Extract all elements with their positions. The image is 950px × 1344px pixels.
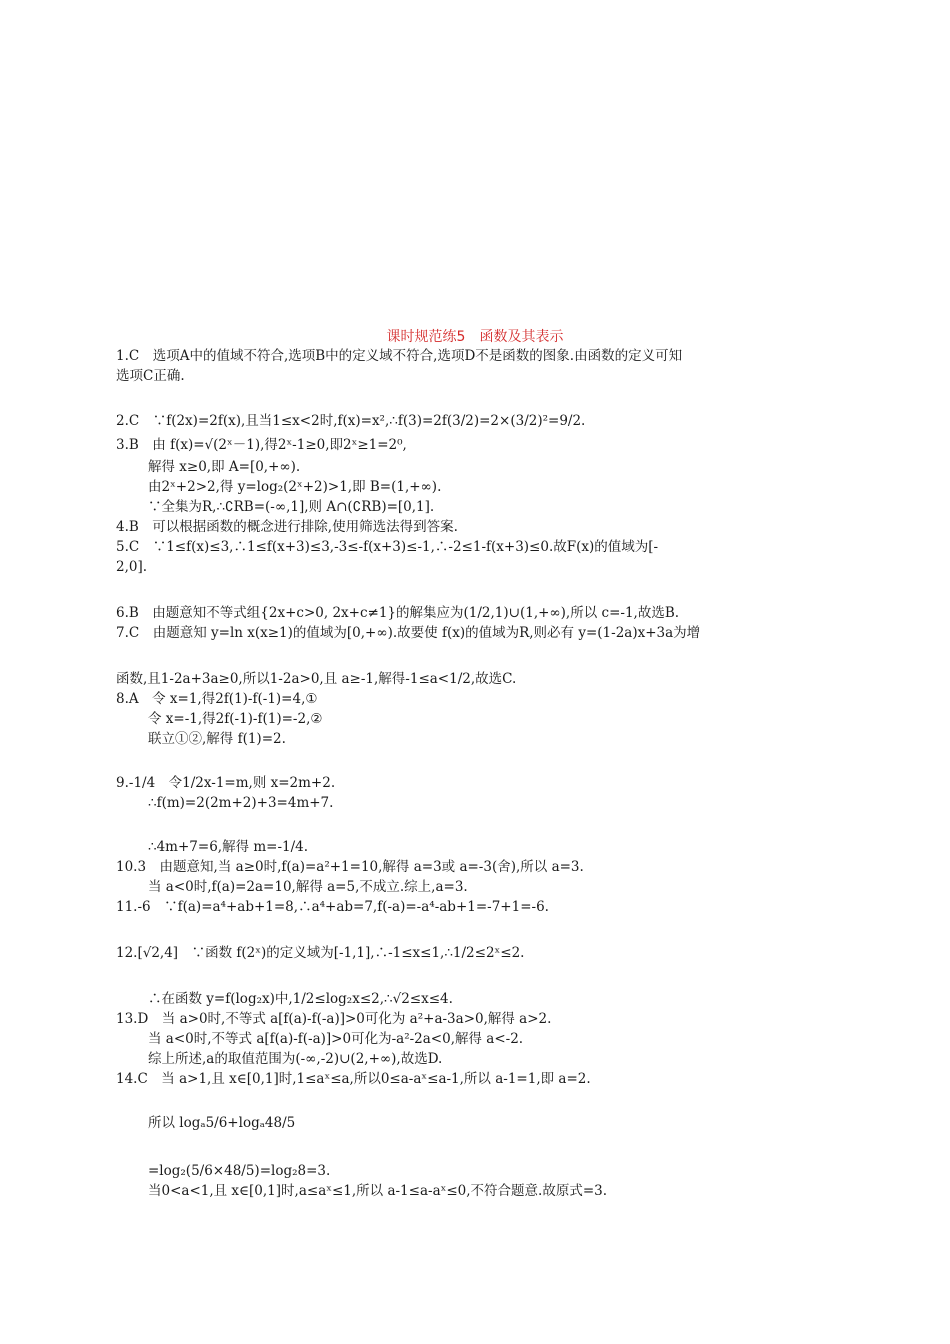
- answer-8-line-1: 8.A 令 x=1,得2f(1)-f(-1)=4,①: [116, 691, 318, 707]
- answer-13-line-2: 当 a<0时,不等式 a[f(a)-f(-a)]>0可化为-a²-2a<0,解得 a<-2.: [148, 1031, 524, 1047]
- answer-14-line-3: =log₂(5/6×48/5)=log₂8=3.: [148, 1163, 331, 1179]
- answer-14-line-2: 所以 logₐ5/6+logₐ48/5: [148, 1115, 296, 1131]
- answer-9-line-1: 9.-1/4 令1/2x-1=m,则 x=2m+2.: [116, 775, 336, 791]
- answer-5-line-1: 5.C ∵1≤f(x)≤3,∴1≤f(x+3)≤3,-3≤-f(x+3)≤-1,∴-2≤1-f(x+3)≤0.故F(x)的值域为[-: [116, 539, 659, 555]
- answer-5-line-2: 2,0].: [116, 559, 148, 575]
- answer-8-line-3: 联立①②,解得 f(1)=2.: [148, 731, 286, 747]
- answer-10-line-2: 当 a<0时,f(a)=2a=10,解得 a=5,不成立.综上,a=3.: [148, 879, 468, 895]
- answer-13-line-3: 综上所述,a的取值范围为(-∞,-2)∪(2,+∞),故选D.: [148, 1051, 443, 1067]
- answer-1-line-2: 选项C正确.: [116, 368, 185, 384]
- page-title: 课时规范练5 函数及其表示: [386, 329, 564, 345]
- answer-7-line-2: 函数,且1-2a+3a≥0,所以1-2a>0,且 a≥-1,解得-1≤a<1/2,故选C.: [116, 671, 517, 687]
- answer-3-line-4: ∵全集为R,∴∁RB=(-∞,1],则 A∩(∁RB)=[0,1].: [148, 499, 435, 515]
- answer-3-line-2: 解得 x≥0,即 A=[0,+∞).: [148, 459, 301, 475]
- answer-14-line-4: 当0<a<1,且 x∈[0,1]时,a≤aˣ≤1,所以 a-1≤a-aˣ≤0,不符合题意.故原式=3.: [148, 1183, 608, 1199]
- answer-10-line-1: 10.3 由题意知,当 a≥0时,f(a)=a²+1=10,解得 a=3或 a=-3(舍),所以 a=3.: [116, 859, 584, 875]
- answer-13-line-1: 13.D 当 a>0时,不等式 a[f(a)-f(-a)]>0可化为 a²+a-3a>0,解得 a>2.: [116, 1011, 552, 1027]
- answer-12-line-2: ∴在函数 y=f(log₂x)中,1/2≤log₂x≤2,∴√2≤x≤4.: [148, 991, 453, 1007]
- answer-2: 2.C ∵f(2x)=2f(x),且当1≤x<2时,f(x)=x²,∴f(3)=2f(3/2)=2×(3/2)²=9/2.: [116, 413, 586, 429]
- answer-3-line-3: 由2ˣ+2>2,得 y=log₂(2ˣ+2)>1,即 B=(1,+∞).: [148, 479, 442, 495]
- answer-6: 6.B 由题意知不等式组{2x+c>0, 2x+c≠1}的解集应为(1/2,1)∪(1,+∞),所以 c=-1,故选B.: [116, 605, 680, 621]
- answer-3-line-1: 3.B 由 f(x)=√(2ˣ－1),得2ˣ-1≥0,即2ˣ≥1=2⁰,: [116, 437, 407, 453]
- answer-14-line-1: 14.C 当 a>1,且 x∈[0,1]时,1≤aˣ≤a,所以0≤a-aˣ≤a-1,所以 a-1=1,即 a=2.: [116, 1071, 591, 1087]
- answer-7-line-1: 7.C 由题意知 y=ln x(x≥1)的值域为[0,+∞).故要使 f(x)的值域为R,则必有 y=(1-2a)x+3a为增: [116, 625, 701, 641]
- answer-8-line-2: 令 x=-1,得2f(-1)-f(1)=-2,②: [148, 711, 323, 727]
- answer-12-line-1: 12.[√2,4] ∵函数 f(2ˣ)的定义域为[-1,1],∴-1≤x≤1,∴1/2≤2ˣ≤2.: [116, 945, 525, 961]
- answer-11: 11.-6 ∵f(a)=a⁴+ab+1=8,∴a⁴+ab=7,f(-a)=-a⁴-ab+1=-7+1=-6.: [116, 899, 549, 915]
- answer-9-line-2: ∴f(m)=2(2m+2)+3=4m+7.: [148, 795, 334, 811]
- answer-9-line-3: ∴4m+7=6,解得 m=-1/4.: [148, 839, 309, 855]
- answer-1-line-1: 1.C 选项A中的值域不符合,选项B中的定义域不符合,选项D不是函数的图象.由函数的定义可知: [116, 348, 683, 364]
- answer-4: 4.B 可以根据函数的概念进行排除,使用筛选法得到答案.: [116, 519, 458, 535]
